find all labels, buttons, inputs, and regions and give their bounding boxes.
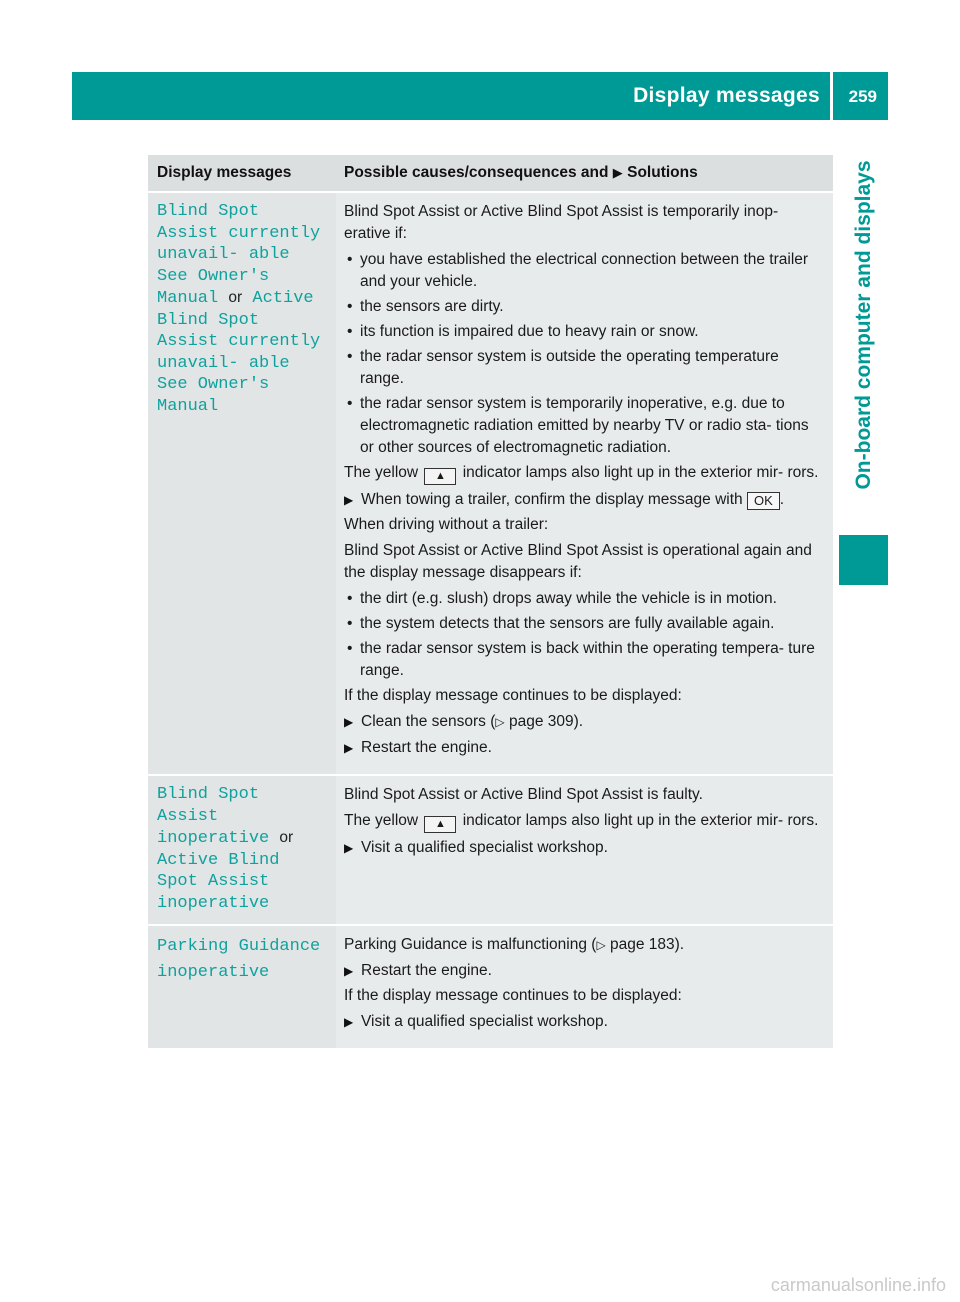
causes-solutions-cell xyxy=(336,193,833,774)
table-header xyxy=(148,155,833,191)
blind-spot-lamp-icon: ▲ xyxy=(424,816,456,833)
table-row xyxy=(148,924,833,1048)
list-item: • the system detects that the sensors are fully available again. xyxy=(344,613,823,635)
display-message-text: Blind Spot Assist currently unavail- able See Owner's Manual xyxy=(157,202,321,308)
paragraph: If the display message continues to be displayed: xyxy=(344,987,682,1004)
list-item: • the radar sensor system is outside the operating temperature range. xyxy=(344,346,823,390)
list-item: • its function is impaired due to heavy rain or snow. xyxy=(344,321,823,343)
paragraph: The yellow ▲ indicator lamps also light up in the exterior mir- rors. xyxy=(344,810,823,833)
blind-spot-lamp-icon: ▲ xyxy=(424,468,456,485)
causes-solutions-cell xyxy=(336,776,833,924)
play-triangle-icon: ▶ xyxy=(344,1015,354,1029)
list-item: • the dirt (e.g. slush) drops away while the vehicle is in motion. xyxy=(344,588,823,610)
paragraph: Blind Spot Assist or Active Blind Spot Assist is operational again and the display message disappears if: xyxy=(344,542,812,581)
display-message-text: Blind Spot Assist inoperative xyxy=(157,785,270,848)
header-bar xyxy=(72,72,888,120)
display-message-text: Parking Guidance xyxy=(157,937,321,956)
table-row xyxy=(148,774,833,924)
action-step: ▶ Restart the engine. xyxy=(344,960,823,982)
paragraph: The yellow ▲ indicator lamps also light up in the exterior mir- rors. xyxy=(344,462,823,485)
list-item: • you have established the electrical connection between the trailer and your vehicle. xyxy=(344,249,823,293)
action-step: ▶ Clean the sensors (▷ page 309). xyxy=(344,711,823,733)
action-step: ▶ Visit a qualified specialist workshop. xyxy=(344,1011,823,1033)
list-item: • the radar sensor system is temporarily inoperative, e.g. due to electromagnetic radiation emitted by nearby TV or radio sta- tions or other sources of electromagnetic radiation. xyxy=(344,393,823,459)
display-message-cell xyxy=(148,193,336,774)
display-message-cell xyxy=(148,926,336,1048)
display-message-text: Active Blind Spot Assist inoperative xyxy=(157,850,280,913)
table-row xyxy=(148,191,833,774)
page-number: 259 xyxy=(848,87,877,106)
display-message-text: inoperative xyxy=(157,963,270,982)
play-triangle-icon: ▶ xyxy=(344,964,354,978)
chapter-title: On-board computer and displays xyxy=(851,160,875,490)
play-triangle-icon: ▶ xyxy=(344,741,354,755)
page-section-title: Display messages xyxy=(633,84,820,107)
paragraph: Blind Spot Assist or Active Blind Spot Assist is faulty. xyxy=(344,786,703,803)
paragraph: Blind Spot Assist or Active Blind Spot Assist is temporarily inop- erative if: xyxy=(344,203,779,242)
header-divider xyxy=(830,72,833,120)
action-step: ▶ Restart the engine. xyxy=(344,737,823,759)
list-item: • the sensors are dirty. xyxy=(344,296,823,318)
play-triangle-icon: ▶ xyxy=(612,165,623,180)
chapter-marker-block xyxy=(839,535,888,585)
paragraph: When driving without a trailer: xyxy=(344,516,549,533)
ok-button-icon: OK xyxy=(747,492,780,510)
causes-solutions-cell xyxy=(336,926,833,1048)
display-messages-table xyxy=(148,155,833,1048)
connector-or: or xyxy=(279,829,294,846)
play-triangle-icon: ▶ xyxy=(344,493,354,507)
play-triangle-icon: ▶ xyxy=(344,715,354,729)
paragraph: Parking Guidance is malfunctioning (▷ page 183). xyxy=(344,936,685,953)
play-triangle-icon: ▶ xyxy=(344,841,354,855)
action-step: ▶ Visit a qualified specialist workshop. xyxy=(344,837,823,859)
display-message-text: Active Blind Spot Assist currently unavail- able See Owner's Manual xyxy=(157,289,321,416)
display-message-cell xyxy=(148,776,336,924)
header-causes-solutions: Possible causes/consequences and ▶ Solutions xyxy=(336,155,833,191)
paragraph: If the display message continues to be displayed: xyxy=(344,687,682,704)
header-display-messages: Display messages xyxy=(157,164,292,181)
page-reference-icon: ▷ xyxy=(495,715,505,729)
watermark: carmanualsonline.info xyxy=(770,1275,946,1295)
chapter-side-tab xyxy=(839,120,888,530)
page-reference-icon: ▷ xyxy=(596,938,606,952)
connector-or: or xyxy=(228,289,243,306)
action-step: ▶ When towing a trailer, confirm the display message with OK . xyxy=(344,489,823,511)
list-item: • the radar sensor system is back within the operating tempera- ture range. xyxy=(344,638,823,682)
